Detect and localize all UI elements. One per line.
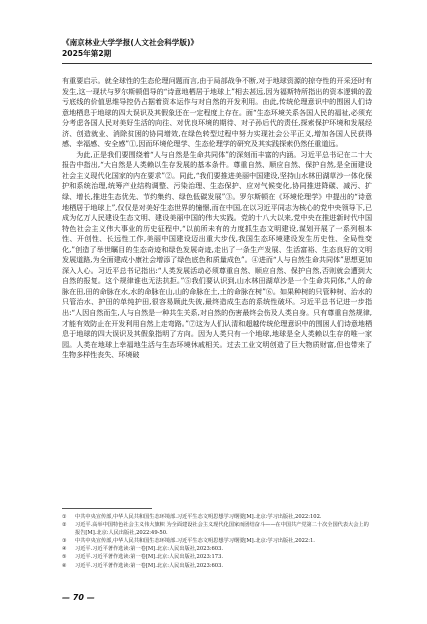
page-number: — 70 — [62, 593, 95, 602]
paragraph-1: 有重要启示。就全球性的生态伦理问题而言,由于局部战争不断,对于地球资源的掠夺性的开采还时有发生,这一现状与罗尔斯顿倡导的“诗意地栖居于地球上”相去甚远,因为福斯特所指出的资本逻辑的盈亏底线的价值思维导控仍占据着资本运作与对自然的开发利用。由此,传统伦理意识中的围困人们诗意地栖息于地球的四大误识及其假象还在一定程度上存在。面“生态环境关系各国人民的福祉,必须充分考虑各国人民对美好生活的向往、对优良环境的期待、对子孙后代的责任,探索保护环境和发展经济、创造就业、消除贫困的协同增效,在绿色转型过程中努力实现社会公平正义,增加各国人民获得感、幸福感、安全感”①,因而环境伦理学、生态伦理学的研究及其实践探索仍然任重道远。 [62, 76, 372, 149]
footnote-text: 习近平.习近平著作选读:第一卷[M].北京:人民出版社,2023:603. [75, 562, 224, 569]
running-header [62, 37, 372, 59]
footnote-2 [62, 521, 372, 537]
footnote-text: 习近平.习近平著作选读:第一卷[M].北京:人民出版社,2023:173. [75, 554, 224, 561]
footnote-4 [62, 545, 372, 553]
footnote-marker: ④ [62, 546, 67, 553]
footnote-text: 中共中央宣传部,中华人民共和国生态环境部.习近平生态文明思想学习纲要[M].北京:学习出版社,2022:1. [75, 538, 315, 545]
footnote-marker: ⑤ [62, 554, 67, 561]
article-body [62, 76, 372, 361]
footnote-marker: ③ [62, 538, 67, 545]
footnote-marker: ⑥ [62, 562, 67, 569]
footnote-text: 习近平.习近平著作选读:第一卷[M].北京:人民出版社,2023:603. [75, 546, 224, 553]
paragraph-2: 为此,正是我们要围绕着“人与自然是生命共同体”的深刻而丰富的内涵。习近平总书记在二十大报告中指出,“大自然是人类赖以生存发展的基本条件。尊重自然、顺应自然、保护自然,是全面建设社会主义现代化国家的内在要求”②。同此,“我们要推进美丽中国建设,坚持山水林田湖草沙一体化保护和系统治理,统筹产业结构调整、污染治理、生态保护、应对气候变化,协同推进降碳、减污、扩绿、增长,推进生态优先、节约集约、绿色低碳发展”③。罗尔斯顿在《环境伦理学》中提出的“诗意地栖居于地球上”,仅仅是对美好生态世界的憧憬,而在中国,在以习近平同志为核心的党中央领导下,已成为亿万人民建设生态文明、建设美丽中国的伟大实践。党的十八大以来,党中央在推进新时代中国特色社会主义伟大事业的历史征程中,“以前所未有的力度抓生态文明建设,谋划开展了一系列根本性、开创性、长远性工作,美丽中国建设迈出重大步伐,我国生态环境建设发生历史性、全局性变化,”创造了举世瞩目的生态奇迹和绿色发展奇迹,走出了一条生产发展、生活富裕、生态良好的文明发展道路,为全面建成小康社会增添了绿色底色和质量成色”。④进而“人与自然生命共同体”思想更加深入人心。习近平总书记指出:“人类发展活动必须尊重自然、顺应自然、保护自然,否则就会遭到大自然的报复。这个规律谁也无法抗拒。”⑤我们要认识到,山水林田湖草沙是一个生命共同体,“人的命脉在田,田的命脉在水,水的命脉在山,山的命脉在土,土的命脉在树”⑥。如果种树的只管种树、治水的只管治水、护田的单纯护田,很容易顾此失彼,最终造成生态的系统性破坏。习近平总书记进一步指出:“人因自然而生,人与自然是一种共生关系,对自然的伤害最终会伤及人类自身。只有尊重自然规律,才能有效防止在开发利用自然上走弯路。”⑦这为人们认清和超越传统伦理意识中的围困人们诗意地栖息于地球的四大误识及其假象指明了方向。因为人类只有一个地球,地球是全人类赖以生存的唯一家园。人类在地球上幸福地生活与生态环境休戚相关。过去工业文明创造了巨大物质财富,但也带来了生物多样性丧失、环境破 [62, 149, 372, 360]
footnote-marker: ② [62, 522, 67, 529]
journal-title: 《南京林业大学学报(人文社会科学版)》 [62, 38, 199, 47]
footnotes [62, 513, 372, 570]
footnote-3 [62, 537, 372, 545]
footnote-1 [62, 513, 372, 521]
footnote-divider [62, 508, 152, 509]
footnote-6 [62, 562, 372, 570]
header-divider [62, 63, 372, 64]
footnote-5 [62, 553, 372, 561]
footnote-marker: ① [62, 514, 67, 520]
footnote-text: 习近平.高举中国特色社会主义伟大旗帜 为全面建设社会主义现代化国家而团结奋斗——在中国共产党第二十次全国代表大会上的报告[M].北京:人民出版社,2022:49-50. [75, 522, 369, 537]
issue-label: 2025年第2期 [62, 49, 112, 58]
footnote-text: 中共中央宣传部,中华人民共和国生态环境部.习近平生态文明思想学习纲要[M].北京:学习出版社,2022:102. [75, 514, 322, 520]
